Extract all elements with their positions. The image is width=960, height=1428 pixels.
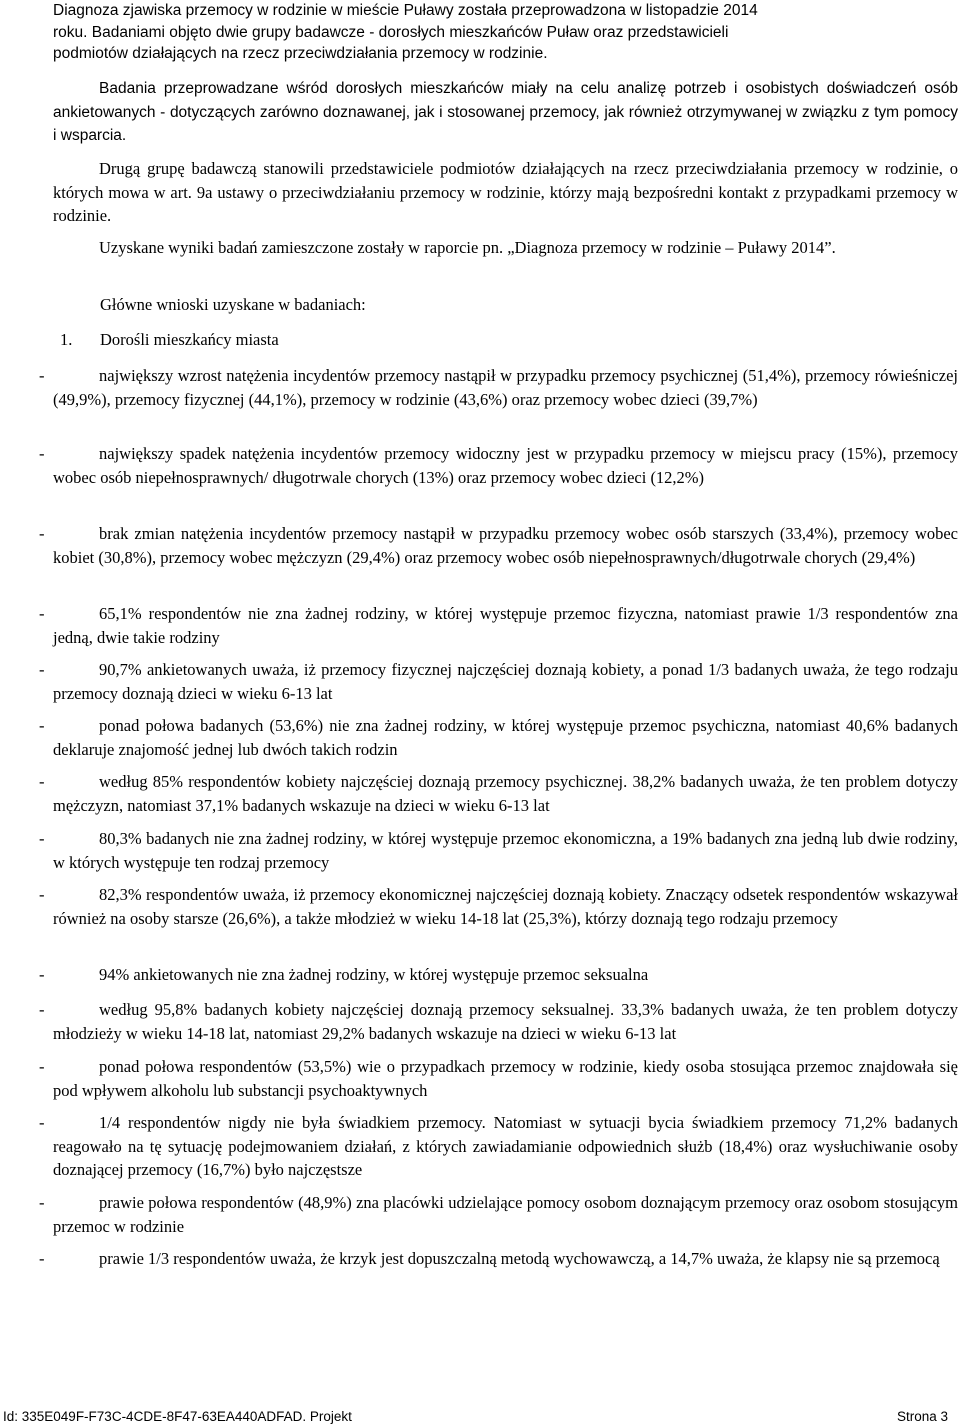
finding-item xyxy=(39,883,958,930)
bullet-dash: - xyxy=(39,366,45,385)
finding-item xyxy=(39,1055,958,1102)
bullet-dash: - xyxy=(39,444,45,463)
bullet-dash: - xyxy=(39,660,45,679)
finding-text: ponad połowa badanych (53,6%) nie zna żadnej rodziny, w której występuje przemoc psychiczna, natomiast 40,6% badanych deklaruje znajomość jednej lub dwóch takich rodzin xyxy=(53,716,958,759)
finding-item xyxy=(39,1111,958,1182)
finding-text: ponad połowa respondentów (53,5%) wie o przypadkach przemocy w rodzinie, kiedy osoba stosująca przemoc znajdowała się pod wpływem alkoholu lub substancji psychoaktywnych xyxy=(53,1057,958,1100)
finding-item xyxy=(39,998,958,1045)
finding-item xyxy=(39,1247,958,1271)
finding-text: 94% ankietowanych nie zna żadnej rodziny, w której występuje przemoc seksualna xyxy=(99,965,649,984)
bullet-dash: - xyxy=(39,1193,45,1212)
bullet-dash: - xyxy=(39,1000,45,1019)
paragraph-report: Uzyskane wyniki badań zamieszczone zostały w raporcie pn. „Diagnoza przemocy w rodzinie – Puławy 2014”. xyxy=(99,238,836,257)
paragraph-research-goals: Badania przeprowadzane wśród dorosłych mieszkańców miały na celu analizę potrzeb i osobistych doświadczeń osób ankietowanych - dotyczących zarówno doznawanej, jak i stosowanej przemocy, jak również otrzymywanej w związku z tym pomocy i wsparcia. xyxy=(53,80,958,144)
finding-item xyxy=(39,827,958,874)
page-number-footer: Strona 3 xyxy=(896,1409,948,1424)
bullet-dash: - xyxy=(39,772,45,791)
finding-item xyxy=(39,364,958,411)
finding-text: prawie połowa respondentów (48,9%) zna placówki udzielające pomocy osobom doznającym przemocy oraz osobom stosującym przemoc w rodzinie xyxy=(53,1193,958,1236)
finding-item xyxy=(39,770,958,817)
finding-item xyxy=(39,522,958,569)
finding-text: 80,3% badanych nie zna żadnej rodziny, w której występuje przemoc ekonomiczna, a 19% badanych zna jedną lub dwie rodziny, w których występuje ten rodzaj przemocy xyxy=(53,829,958,872)
finding-item xyxy=(39,442,958,489)
finding-item xyxy=(39,714,958,761)
bullet-dash: - xyxy=(39,604,45,623)
paragraph-second-group: Drugą grupę badawczą stanowili przedstawiciele podmiotów działających na rzecz przeciwdziałania przemocy w rodzinie, o których mowa w art. 9a ustawy o przeciwdziałaniu przemocy w rodzinie, którzy mają bezpośredni kontakt z przypadkami przemocy w rodzinie. xyxy=(53,159,958,225)
finding-text: największy spadek natężenia incydentów przemocy widoczny jest w przypadku przemocy w miejscu pracy (15%), przemocy wobec osób niepełnosprawnych/ długotrwale chorych (13%) oraz przemocy wobec dzieci (12,2%) xyxy=(53,444,958,487)
finding-item xyxy=(39,602,958,649)
bullet-dash: - xyxy=(39,1057,45,1076)
bullet-dash: - xyxy=(39,965,45,984)
finding-text: brak zmian natężenia incydentów przemocy nastąpił w przypadku przemocy wobec osób starszych (33,4%), przemocy wobec kobiet (30,8%), przemocy wobec mężczyzn (29,4%) oraz przemocy wobec osób niepełnosprawnych/długotrwale chorych (29,4%) xyxy=(53,524,958,567)
finding-text: 90,7% ankietowanych uważa, iż przemocy fizycznej najczęściej doznają kobiety, a ponad 1/3 badanych uważa, że tego rodzaju przemocy doznają dzieci w wieku 6-13 lat xyxy=(53,660,958,703)
finding-item xyxy=(39,1191,958,1238)
bullet-dash: - xyxy=(39,829,45,848)
bullet-dash: - xyxy=(39,1249,45,1268)
finding-text: 82,3% respondentów uważa, iż przemocy ekonomicznej najczęściej doznają kobiety. Znaczący odsetek respondentów wskazywał również na osoby starsze (26,6%), a także młodzież w wieku 14-18 lat (25,3%), którzy doznają tego rodzaju przemocy xyxy=(53,885,958,928)
finding-item xyxy=(39,658,958,705)
section-number: 1. xyxy=(60,330,73,349)
bullet-dash: - xyxy=(39,885,45,904)
finding-text: największy wzrost natężenia incydentów przemocy nastąpił w przypadku przemocy psychicznej (51,4%), przemocy rówieśniczej (49,9%), przemocy fizycznej (44,1%), przemocy w rodzinie (43,6%) oraz przemocy wobec dzieci (39,7%) xyxy=(53,366,958,409)
bullet-dash: - xyxy=(39,524,45,543)
finding-text: według 95,8% badanych kobiety najczęściej doznają przemocy seksualnej. 33,3% badanych uważa, że ten problem dotyczy młodzieży w wieku 14-18 lat, natomiast 29,2% badanych wskazuje na dzieci w wieku 6-13 lat xyxy=(53,1000,958,1043)
bullet-dash: - xyxy=(39,716,45,735)
finding-text: prawie 1/3 respondentów uważa, że krzyk jest dopuszczalną metodą wychowawczą, a 14,7% uważa, że klapsy nie są przemocą xyxy=(99,1249,940,1268)
main-findings-heading: Główne wnioski uzyskane w badaniach: xyxy=(100,295,366,314)
document-id-footer: Id: 335E049F-F73C-4CDE-8F47-63EA440ADFAD. Projekt xyxy=(3,1409,352,1424)
finding-item xyxy=(39,963,958,987)
finding-text: 65,1% respondentów nie zna żadnej rodziny, w której występuje przemoc fizyczna, natomiast prawie 1/3 respondentów zna jedną, dwie takie rodziny xyxy=(53,604,958,647)
section-title: Dorośli mieszkańcy miasta xyxy=(100,330,279,349)
intro-line-3: podmiotów działających na rzecz przeciwdziałania przemocy w rodzinie. xyxy=(53,45,548,62)
finding-text: według 85% respondentów kobiety najczęściej doznają przemocy psychicznej. 38,2% badanych uważa, że ten problem dotyczy mężczyzn, natomiast 37,1% badanych wskazuje na dzieci w wieku 6-13 lat xyxy=(53,772,958,815)
finding-text: 1/4 respondentów nigdy nie była świadkiem przemocy. Natomiast w sytuacji bycia świadkiem przemocy 71,2% badanych reagowało na tę sytuację podejmowaniem działań, z których zawiadamianie odpowiednich służb (18,4%) oraz wysłuchiwanie osoby doznającej przemocy (16,7%) było najczęstsze xyxy=(53,1113,958,1179)
bullet-dash: - xyxy=(39,1113,45,1132)
intro-line-2: roku. Badaniami objęto dwie grupy badawcze - dorosłych mieszkańców Puław oraz przedstawicieli xyxy=(53,24,729,41)
intro-line-1: Diagnoza zjawiska przemocy w rodzinie w mieście Puławy została przeprowadzona w listopadzie 2014 xyxy=(53,2,758,19)
